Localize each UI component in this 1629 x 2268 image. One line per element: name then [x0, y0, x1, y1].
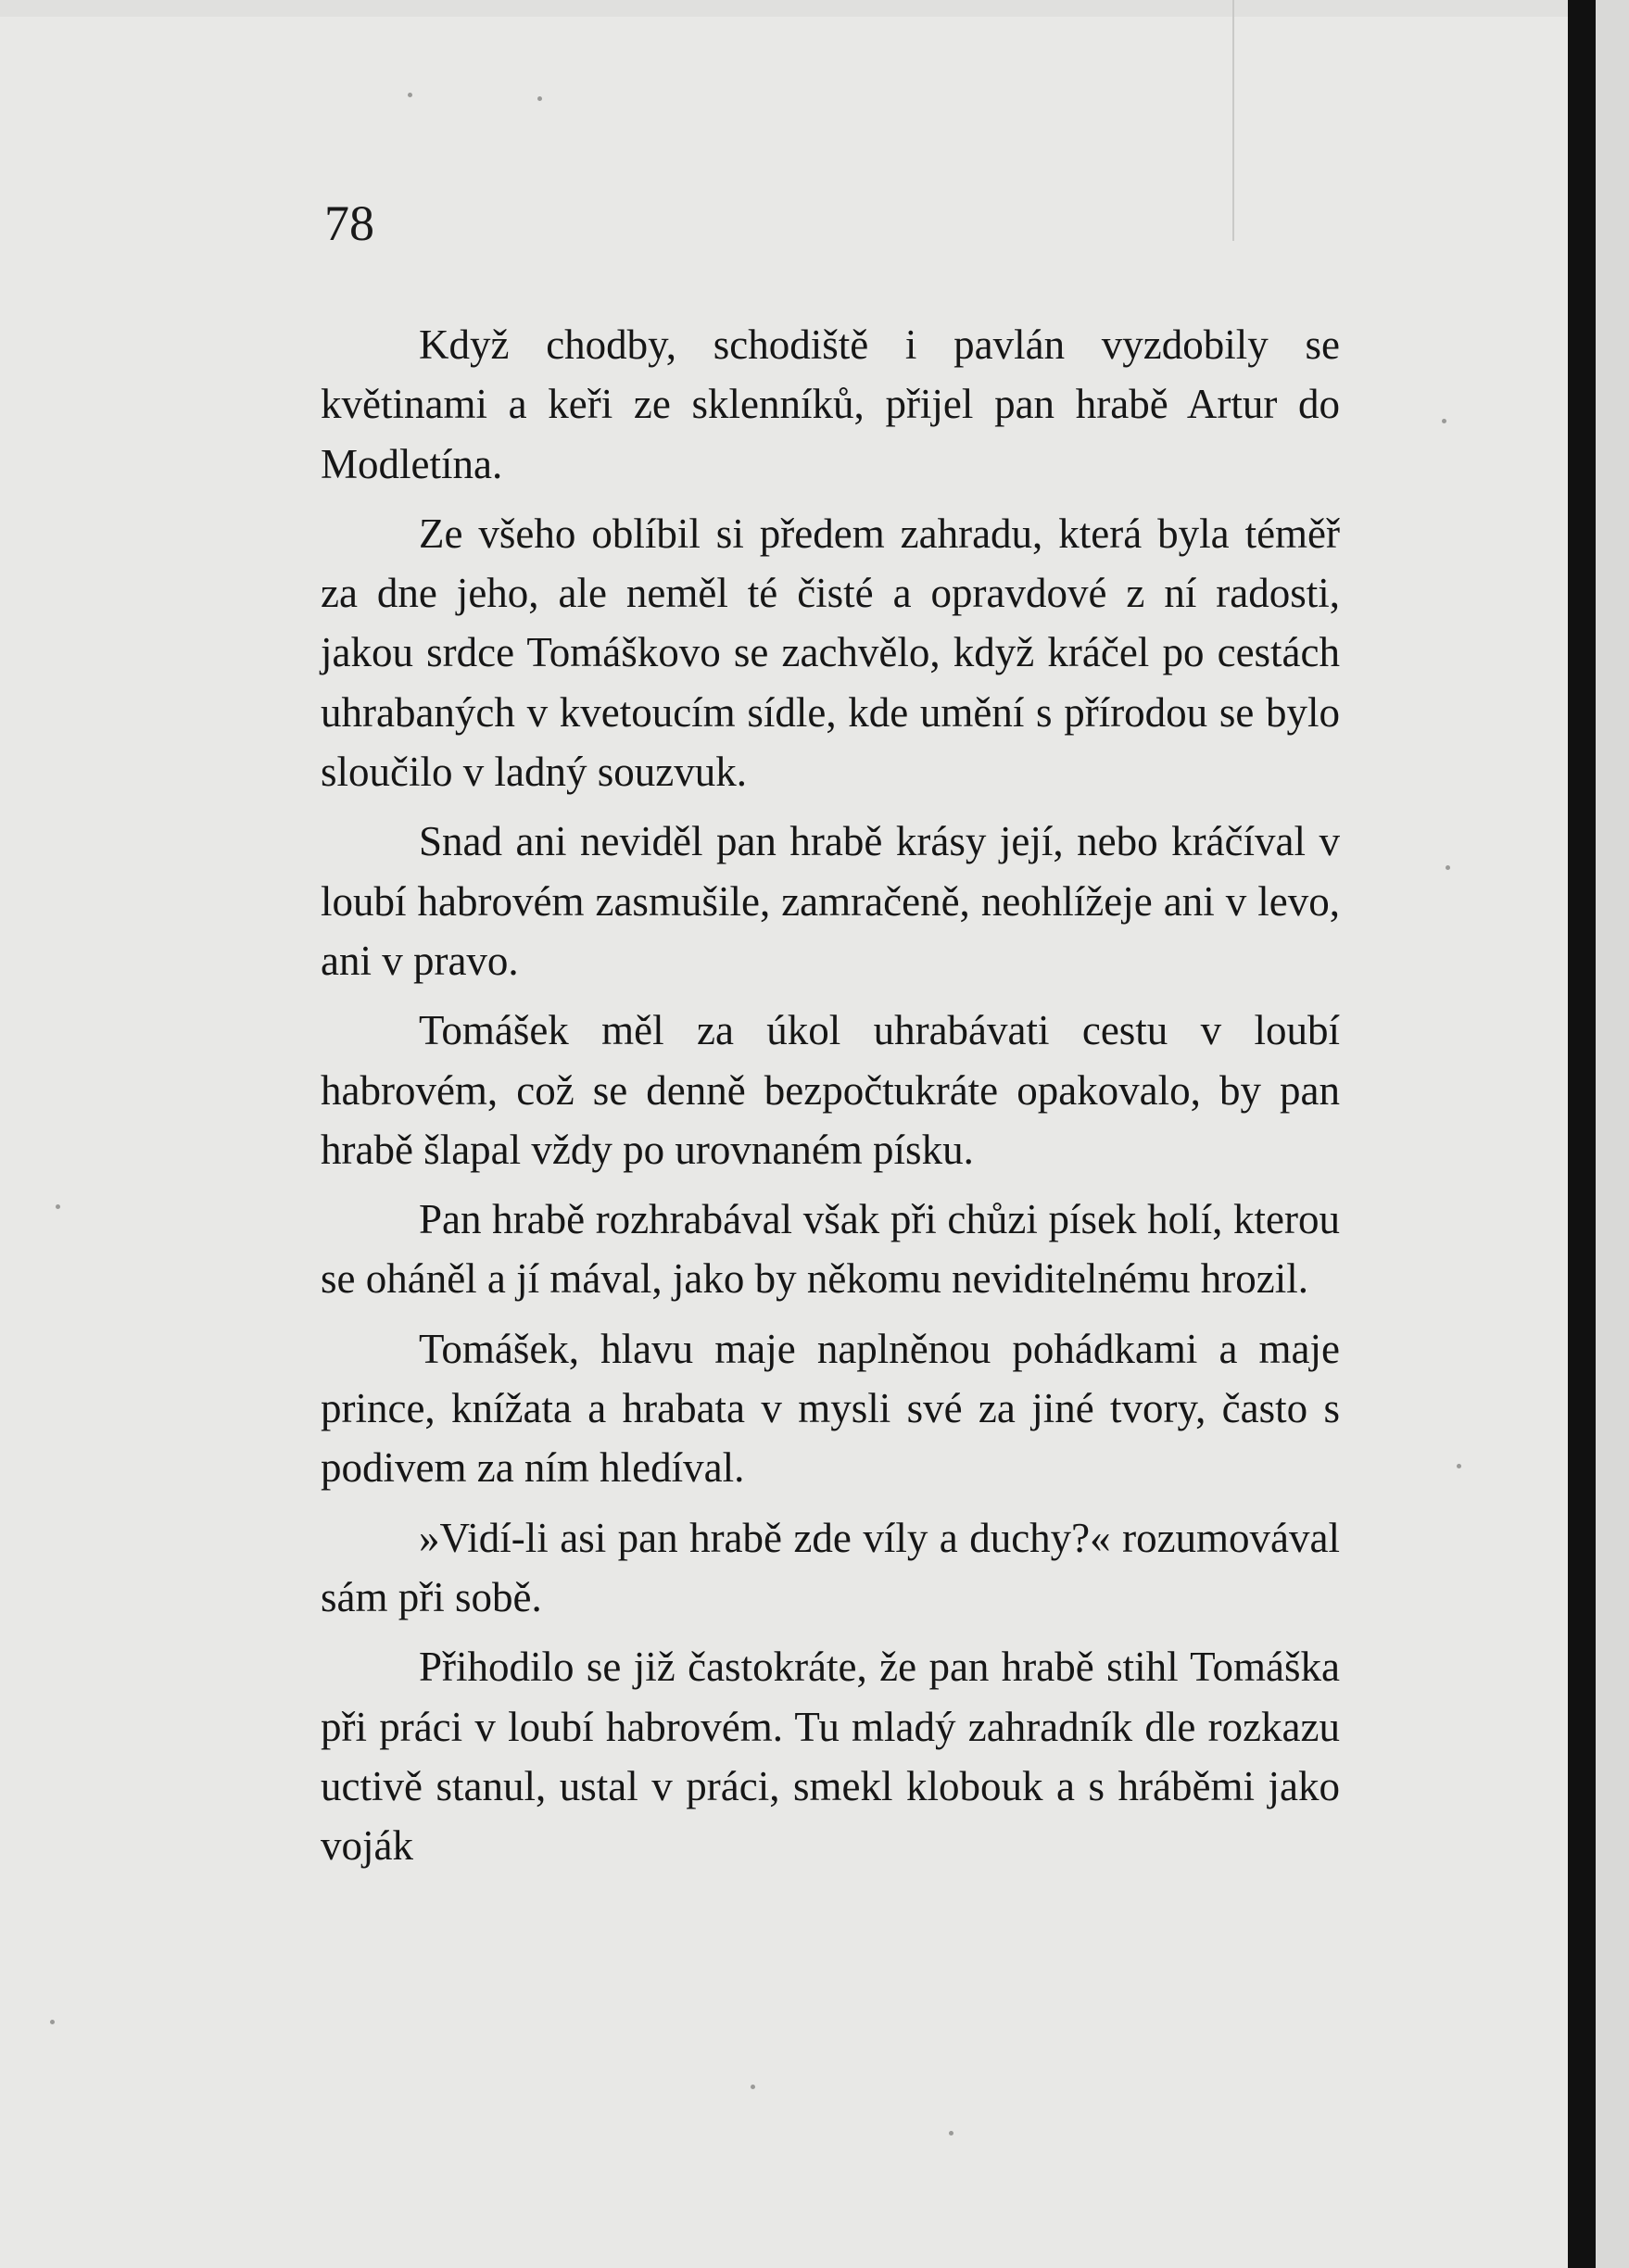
body-text — [321, 315, 1340, 1885]
page-number: 78 — [324, 195, 374, 251]
scan-speck — [751, 2085, 755, 2089]
paragraph-7: »Vidí-li asi pan hrabě zde víly a duchy?« rozumovával sám při sobě. — [321, 1514, 1340, 1620]
paragraph-5: Pan hrabě rozhrabával však při chůzi písek holí, kterou se oháněl a jí mával, jako by někomu neviditelnému hrozil. — [321, 1196, 1340, 1303]
scan-speck — [1446, 865, 1450, 870]
scan-speck — [56, 1204, 60, 1209]
paragraph-4: Tomášek měl za úkol uhrabávati cestu v loubí habrovém, což se denně bezpočtukráte opakovalo, by pan hrabě šlapal vždy po urovnaném písku. — [321, 1007, 1340, 1173]
adjacent-page-strip — [1596, 0, 1629, 2268]
paragraph-2: Ze všeho oblíbil si předem zahradu, která byla téměř za dne jeho, ale neměl té čisté a opravdové z ní radosti, jakou srdce Tomáškovo se zachvělo, když kráčel po cestách uhrabaných v kvetoucím sídle, kde umění s přírodou se bylo sloučilo v ladný souzvuk. — [321, 510, 1340, 796]
scan-speck — [50, 2020, 55, 2024]
paragraph-8: Přihodilo se již častokráte, že pan hrabě stihl Tomáška při práci v loubí habrovém. Tu mladý zahradník dle rozkazu uctivě stanul, ustal v práci, smekl klobouk a s hráběmi jako voják — [321, 1644, 1340, 1870]
paragraph-3: Snad ani neviděl pan hrabě krásy její, nebo kráčíval v loubí habrovém zasmušile, zamračeně, neohlížeje ani v levo, ani v pravo. — [321, 818, 1340, 984]
scan-speck — [1457, 1464, 1461, 1468]
paragraph-6: Tomášek, hlavu maje naplněnou pohádkami a maje prince, knížata a hrabata v mysli své za jiné tvory, často s podivem za ním hledíval. — [321, 1325, 1340, 1492]
scan-speck — [408, 93, 412, 97]
paragraph-1: Když chodby, schodiště i pavlán vyzdobily se květinami a keři ze sklenníků, přijel pan hrabě Artur do Modletína. — [321, 321, 1340, 487]
scan-artifact-line — [1232, 0, 1234, 241]
page-right-shadow — [1568, 0, 1596, 2268]
page-top-edge — [0, 0, 1568, 17]
scan-speck — [949, 2131, 953, 2136]
scan-speck — [537, 96, 542, 101]
scan-speck — [1442, 419, 1446, 423]
